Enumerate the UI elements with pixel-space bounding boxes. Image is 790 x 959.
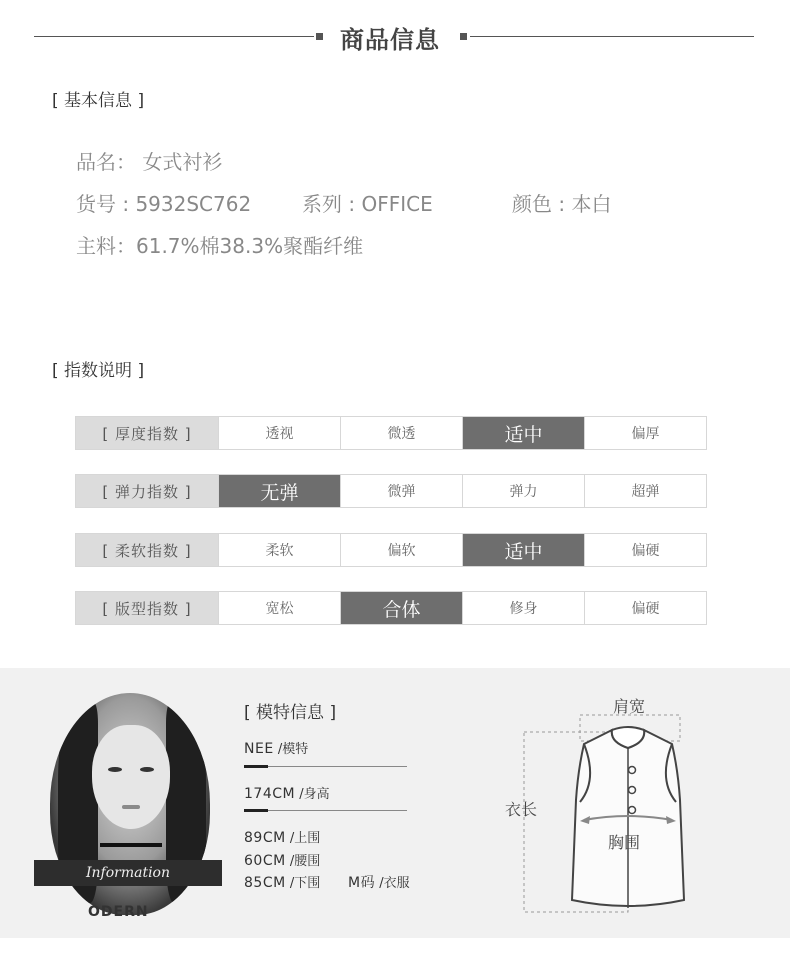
information-badge: Information bbox=[34, 860, 222, 886]
product-name: 品名： 女式衬衫 bbox=[76, 150, 223, 174]
index-cell: 偏硬 bbox=[584, 592, 706, 624]
softness-index-row bbox=[75, 533, 707, 567]
model-bust-value: 89CM bbox=[244, 830, 286, 846]
fit-index-row bbox=[75, 591, 707, 625]
model-waist bbox=[244, 850, 320, 869]
header-rule-left bbox=[34, 36, 314, 37]
shoulder-width-label: 肩宽 bbox=[613, 697, 646, 716]
mouth-shape bbox=[122, 805, 140, 809]
index-cell: 宽松 bbox=[218, 592, 340, 624]
model-hip-label: /下围 bbox=[289, 876, 321, 891]
model-divider bbox=[244, 810, 407, 811]
model-height-value: 174CM bbox=[244, 786, 296, 802]
softness-index-label: [ 柔软指数 ] bbox=[76, 534, 218, 566]
index-cell: 偏软 bbox=[340, 534, 462, 566]
model-height-label: /身高 bbox=[299, 787, 330, 802]
page-title: 商品信息 bbox=[340, 26, 440, 54]
elasticity-index-label: [ 弹力指数 ] bbox=[76, 475, 218, 507]
model-name-value: NEE bbox=[244, 741, 274, 757]
model-divider bbox=[244, 766, 407, 767]
choker-shape bbox=[100, 843, 162, 847]
index-cell-selected: 无弹 bbox=[218, 475, 340, 507]
product-material: 主料：61.7%棉38.3%聚酯纤维 bbox=[76, 234, 364, 258]
index-cell: 偏硬 bbox=[584, 534, 706, 566]
face-shape bbox=[92, 725, 170, 829]
index-cell: 微透 bbox=[340, 417, 462, 449]
model-size-label: /衣服 bbox=[379, 876, 410, 891]
product-color: 颜色 : 本白 bbox=[512, 192, 612, 216]
model-hip-value: 85CM bbox=[244, 875, 286, 891]
header-dot-right bbox=[460, 33, 467, 40]
index-cell: 偏厚 bbox=[584, 417, 706, 449]
model-size bbox=[348, 872, 410, 892]
chest-label: 胸围 bbox=[608, 833, 641, 852]
index-cell: 超弹 bbox=[584, 475, 706, 507]
header-rule-right bbox=[470, 36, 754, 37]
garment-length-label: 衣长 bbox=[505, 800, 538, 819]
model-bust-label: /上围 bbox=[289, 831, 321, 846]
section-header bbox=[0, 20, 790, 54]
divider-accent bbox=[244, 809, 268, 812]
index-title: [ 指数说明 ] bbox=[52, 361, 145, 381]
product-series: 系列 : OFFICE bbox=[302, 192, 433, 216]
fit-index-label: [ 版型指数 ] bbox=[76, 592, 218, 624]
eye-shape bbox=[108, 767, 122, 772]
model-info-title: [ 模特信息 ] bbox=[244, 703, 337, 723]
model-size-value: M码 bbox=[348, 875, 376, 891]
eye-shape bbox=[140, 767, 154, 772]
model-hip bbox=[244, 872, 320, 891]
product-sku: 货号 : 5932SC762 bbox=[76, 192, 252, 216]
index-cell-selected: 合体 bbox=[340, 592, 462, 624]
index-cell: 透视 bbox=[218, 417, 340, 449]
index-cell-selected: 适中 bbox=[462, 534, 584, 566]
shirt-print-text: ODERN bbox=[88, 904, 149, 920]
model-bust bbox=[244, 827, 320, 846]
model-name bbox=[244, 738, 308, 757]
model-waist-label: /腰围 bbox=[289, 854, 321, 869]
thickness-index-row bbox=[75, 416, 707, 450]
thickness-index-label: [ 厚度指数 ] bbox=[76, 417, 218, 449]
index-cell: 微弹 bbox=[340, 475, 462, 507]
header-dot-left bbox=[316, 33, 323, 40]
index-cell-selected: 适中 bbox=[462, 417, 584, 449]
model-height bbox=[244, 783, 330, 802]
index-cell: 弹力 bbox=[462, 475, 584, 507]
elasticity-index-row bbox=[75, 474, 707, 508]
divider-accent bbox=[244, 765, 268, 768]
index-cell: 柔软 bbox=[218, 534, 340, 566]
basic-info-title: [ 基本信息 ] bbox=[52, 91, 145, 111]
index-cell: 修身 bbox=[462, 592, 584, 624]
model-waist-value: 60CM bbox=[244, 853, 286, 869]
model-name-label: /模特 bbox=[277, 742, 309, 757]
